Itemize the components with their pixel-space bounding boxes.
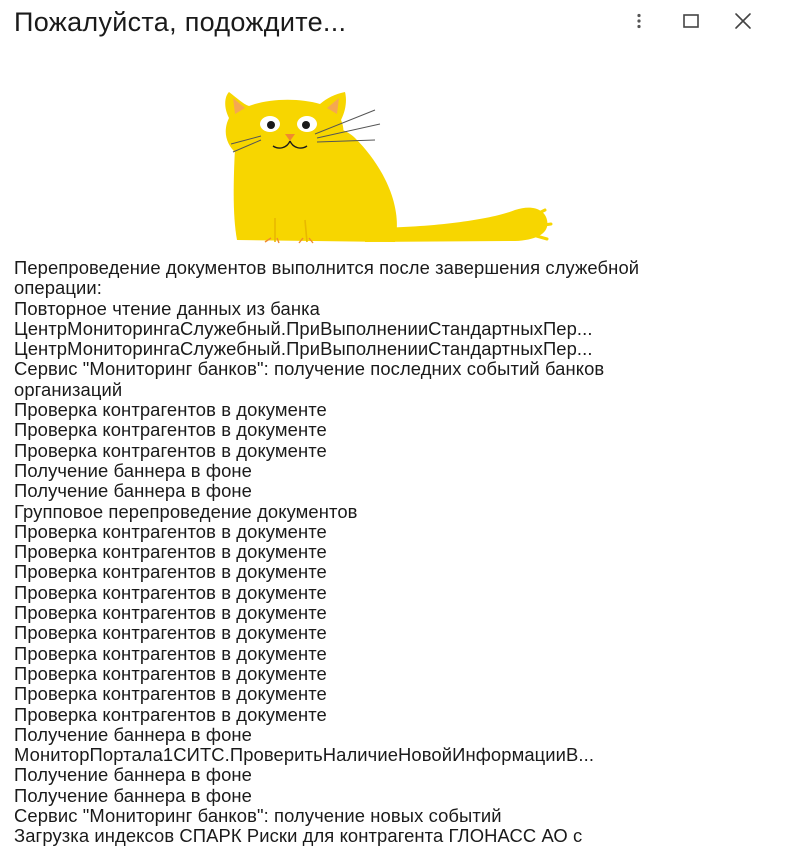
log-line: Проверка контрагентов в документе bbox=[14, 440, 327, 461]
log-line: Сервис "Мониторинг банков": получение новых событий bbox=[14, 806, 502, 827]
log-line: Проверка контрагентов в документе bbox=[14, 521, 327, 542]
log-line: ЦентрМониторингаСлужебный.ПриВыполненииСтандартныхПер... bbox=[14, 318, 593, 339]
log-line: Получение баннера в фоне bbox=[14, 460, 253, 481]
log-line: Повторное чтение данных из банка bbox=[14, 298, 320, 319]
log-line: Получение баннера в фоне bbox=[14, 724, 253, 745]
log-line: Групповое перепроведение документов bbox=[14, 501, 358, 522]
log-line: Проверка контрагентов в документе bbox=[14, 603, 327, 624]
log-line: Получение баннера в фоне bbox=[14, 481, 253, 502]
log-line: Перепроведение документов выполнится после завершения служебной операции: bbox=[14, 258, 640, 299]
log-line: ЦентрМониторингаСлужебный.ПриВыполненииСтандартныхПер... bbox=[14, 339, 593, 360]
log-line: Проверка контрагентов в документе bbox=[14, 663, 327, 684]
log-line: Проверка контрагентов в документе bbox=[14, 400, 327, 421]
log-line: Проверка контрагентов в документе bbox=[14, 562, 327, 583]
log-line: Получение баннера в фоне bbox=[14, 785, 253, 806]
log-line: Проверка контрагентов в документе bbox=[14, 542, 327, 563]
cat-illustration bbox=[215, 88, 560, 248]
log-line: Проверка контрагентов в документе bbox=[14, 420, 327, 441]
close-icon[interactable] bbox=[717, 6, 769, 36]
log-line: Проверка контрагентов в документе bbox=[14, 643, 327, 664]
maximize-icon[interactable] bbox=[665, 6, 717, 36]
log-line: Проверка контрагентов в документе bbox=[14, 582, 327, 603]
log-line: Загрузка индексов СПАРК Риски для контрагента ГЛОНАСС АО с bbox=[14, 826, 583, 847]
log-line: Проверка контрагентов в документе bbox=[14, 623, 327, 644]
operation-log bbox=[14, 258, 774, 847]
log-line: Сервис "Мониторинг банков": получение последних событий банков организаций bbox=[14, 359, 605, 400]
log-line: МониторПортала1СИТС.ПроверитьНаличиеНовойИнформацииВ... bbox=[14, 745, 595, 766]
log-line: Проверка контрагентов в документе bbox=[14, 704, 327, 725]
log-line: Проверка контрагентов в документе bbox=[14, 684, 327, 705]
log-line: Получение баннера в фоне bbox=[14, 765, 253, 786]
dialog-title: Пожалуйста, подождите... bbox=[14, 7, 347, 37]
window-controls bbox=[613, 6, 769, 36]
more-vert-icon[interactable] bbox=[613, 6, 665, 36]
